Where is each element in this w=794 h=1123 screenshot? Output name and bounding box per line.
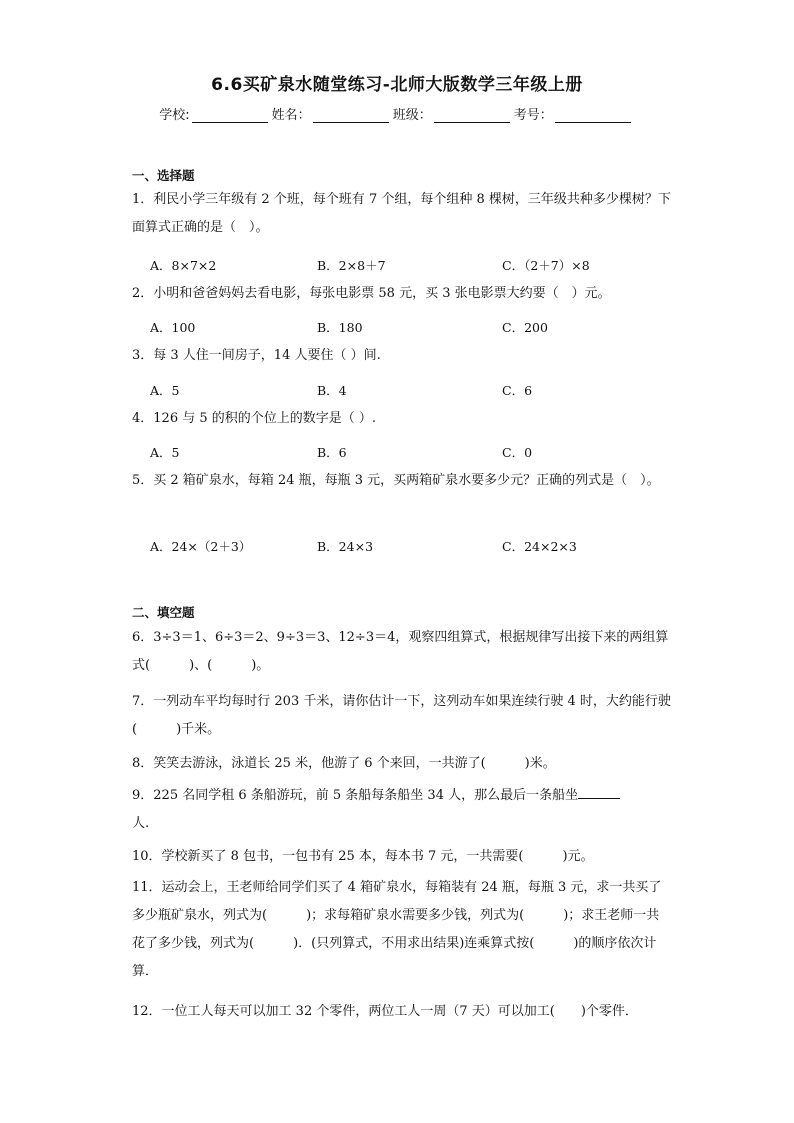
option-c[interactable]: C．200 bbox=[502, 320, 548, 335]
question-3-options bbox=[150, 381, 670, 401]
question-5: 5．买 2 箱矿泉水，每箱 24 瓶，每瓶 3 元，买两箱矿泉水要多少元？正确的列式是（ ）。 bbox=[132, 473, 660, 488]
option-a[interactable]: A．5 bbox=[150, 445, 180, 460]
page-title: 6.6买矿泉水随堂练习-北师大版数学三年级上册 bbox=[211, 75, 583, 95]
question-3: 3．每 3 人住一间房子，14 人要住（ ）间. bbox=[132, 348, 381, 363]
option-c[interactable]: C．0 bbox=[502, 445, 533, 460]
question-2: 2．小明和爸爸妈妈去看电影，每张电影票 58 元，买 3 张电影票大约要（ ）元。 bbox=[132, 286, 611, 301]
section-fill-heading: 二、填空题 bbox=[132, 605, 195, 620]
class-field[interactable] bbox=[393, 104, 514, 123]
question-1-options bbox=[150, 256, 670, 276]
option-a[interactable]: A．100 bbox=[150, 320, 196, 335]
class-label: 班级： bbox=[392, 108, 432, 123]
option-c[interactable]: C．6 bbox=[502, 383, 533, 398]
option-b[interactable]: B．180 bbox=[317, 320, 363, 335]
option-c[interactable]: C．24×2×3 bbox=[502, 539, 577, 554]
section-choice-heading: 一、选择题 bbox=[132, 168, 195, 183]
student-info-line bbox=[0, 104, 794, 123]
question-10: 10．学校新买了 8 包书，一包书有 25 本，每本书 7 元，一共需要( )元。 bbox=[132, 849, 594, 864]
question-4: 4．126 与 5 的积的个位上的数字是（ ）. bbox=[132, 411, 377, 426]
question-5-options bbox=[150, 537, 670, 557]
question-11: 11．运动会上，王老师给同学们买了 4 箱矿泉水，每箱装有 24 瓶，每瓶 3 元，求一共买了多少瓶矿泉水，列式为( )；求每箱矿泉水需要多少钱，列式为( )；求王老师一共花了多少钱，列式为( )．(只列算式，不用求出结果)连乘算式按( )的顺序依次计算． bbox=[132, 880, 662, 979]
option-b[interactable]: B．4 bbox=[317, 383, 347, 398]
question-1: 1．利民小学三年级有 2 个班，每个班有 7 个组，每个组种 8 棵树，三年级共种多少棵树？下面算式正确的是（ ）。 bbox=[132, 192, 671, 235]
option-b[interactable]: B．6 bbox=[317, 445, 347, 460]
question-2-options bbox=[150, 318, 670, 338]
name-field[interactable] bbox=[272, 104, 393, 123]
option-a[interactable]: A．8×7×2 bbox=[150, 258, 217, 273]
option-a[interactable]: A．5 bbox=[150, 383, 180, 398]
class-blank[interactable] bbox=[434, 108, 510, 123]
option-b[interactable]: B．24×3 bbox=[317, 539, 374, 554]
question-4-options bbox=[150, 443, 670, 463]
option-c[interactable]: C．（2＋7）×8 bbox=[502, 258, 590, 273]
school-field[interactable] bbox=[159, 104, 271, 123]
question-8: 8．笑笑去游泳，泳道长 25 米，他游了 6 个来回，一共游了( )米。 bbox=[132, 756, 556, 771]
option-a[interactable]: A．24×（2＋3） bbox=[150, 539, 252, 554]
question-9 bbox=[132, 782, 672, 838]
name-blank[interactable] bbox=[313, 108, 389, 123]
number-blank[interactable] bbox=[555, 108, 631, 123]
question-9-blank[interactable] bbox=[578, 784, 620, 799]
number-field[interactable] bbox=[514, 104, 635, 123]
name-label: 姓名： bbox=[271, 108, 311, 123]
question-6: 6．3÷3＝1、6÷3＝2、9÷3＝3、12÷3＝4，观察四组算式，根据规律写出接下来的两组算式( )、( )。 bbox=[132, 630, 669, 673]
question-9-unit: 人. bbox=[132, 816, 150, 831]
number-label: 考号： bbox=[513, 108, 553, 123]
school-label: 学校: bbox=[159, 108, 190, 123]
question-12: 12．一位工人每天可以加工 32 个零件，两位工人一周（7 天）可以加工( )个零件． bbox=[132, 1004, 638, 1019]
school-blank[interactable] bbox=[192, 108, 268, 123]
question-7: 7．一列动车平均每时行 203 千米，请你估计一下，这列动车如果连续行驶 4 时，大约能行驶( )千米。 bbox=[132, 694, 671, 737]
option-b[interactable]: B．2×8＋7 bbox=[317, 258, 386, 273]
question-9-text: 9．225 名同学租 6 条船游玩，前 5 条船每条船坐 34 人，那么最后一条船坐 bbox=[132, 788, 579, 803]
